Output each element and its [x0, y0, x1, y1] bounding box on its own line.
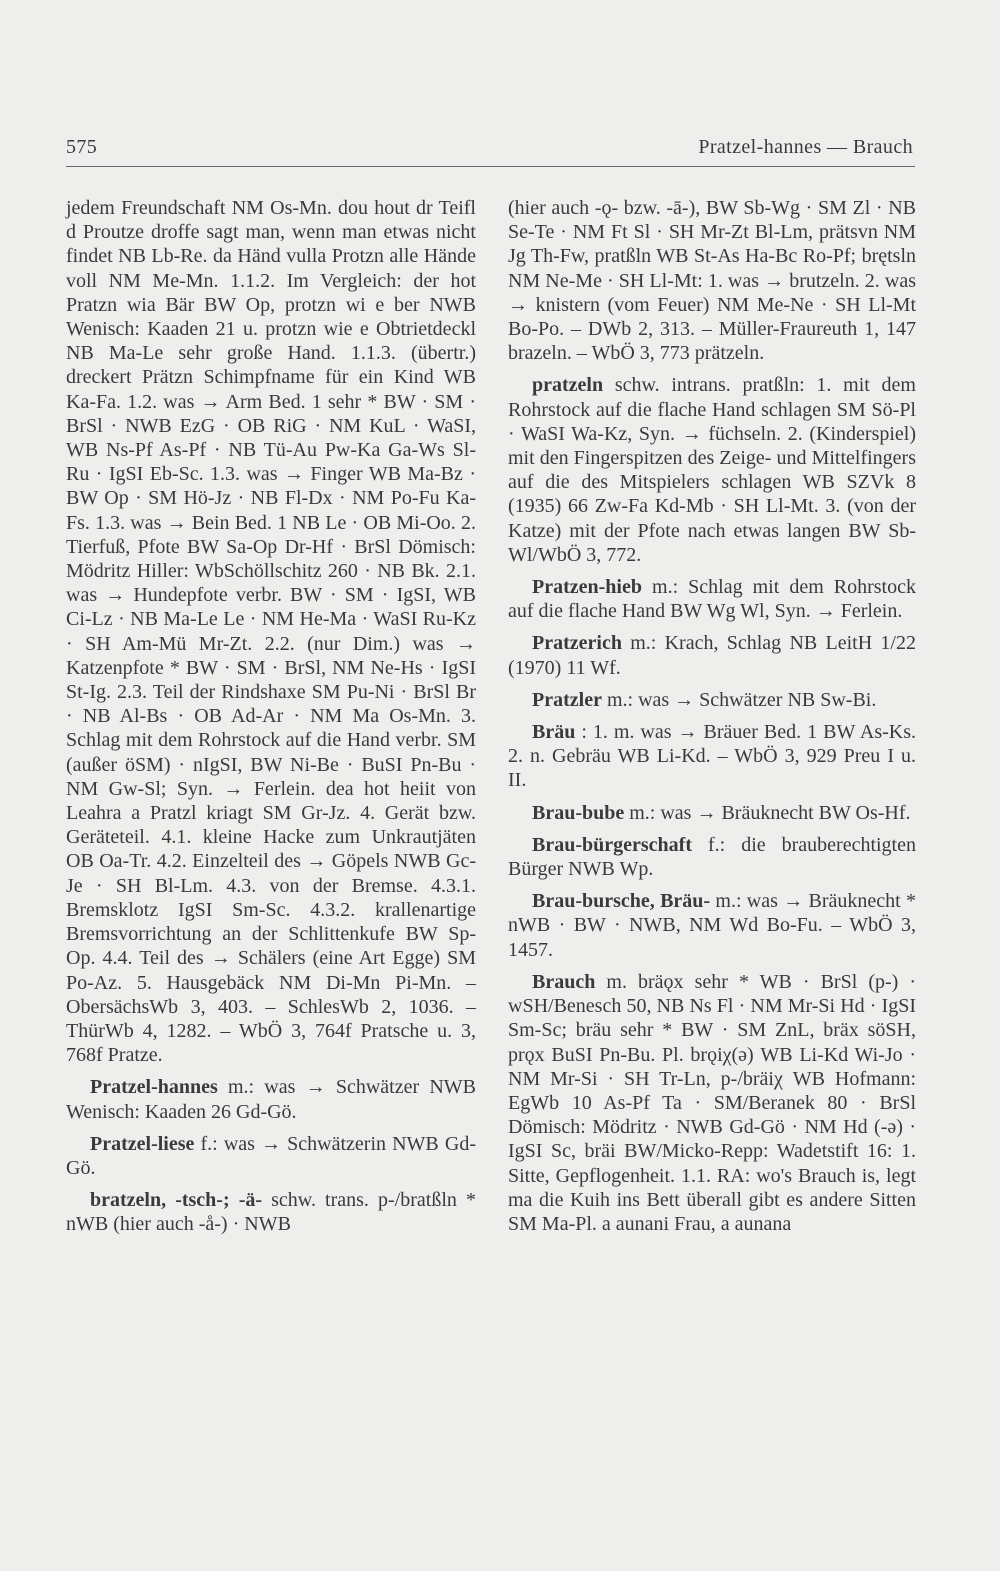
- entry-pratzel-liese: [66, 1132, 476, 1180]
- entry-text: m.: was → Schwätzer NWB Wenisch: Kaaden 26 Gd-Gö.: [66, 1076, 476, 1123]
- entry-bratzeln: [66, 1188, 476, 1236]
- entry-text: m.: was → Bräuknecht BW Os-Hf.: [624, 801, 911, 824]
- entry-lemma: Brau-bube: [532, 801, 625, 824]
- entry-lemma: Pratzler: [532, 688, 602, 711]
- entry-pratzerich: [508, 631, 916, 679]
- entry-lemma: Pratzel-liese: [90, 1132, 195, 1155]
- entry-lemma: Brauch: [532, 970, 596, 993]
- entry-text: schw. trans. p-/bratßln * nWB (hier auch -å-) · NWB: [66, 1189, 476, 1236]
- entry-lemma: Brau-bursche, Bräu-: [532, 890, 711, 913]
- entry-text: jedem Freundschaft NM Os-Mn. dou hout dr Teifl d Proutze droffe sagt man, wenn man etwas nicht findet NB Lb-Re. da Händ vulla Protzn alle Hände voll NM Me-Mn. 1.1.2. Im Vergleich: der hot Pratzn wia Bär BW Op, protzn wi e ber NWB Wenisch: Kaaden 21 u. protzn wie e Obtrietdeckl NB Ma-Le sehr große Hand. 1.1.3. (übertr.) dreckert Prätzn Schimpfname für ein Kind WB Ka-Fa. 1.2. was → Arm Bed. 1 sehr * BW · SM · BrSl · NWB EzG · OB RiG · NM KuL · WaSI, WB Ns-Pf As-Pf · NB Tü-Au Pw-Ka Ga-Ws Sl-Ru · IgSI Eb-Sc. 1.3. was → Finger WB Ma-Bz · BW Op · SM Hö-Jz · NB Fl-Dx · NM Po-Fu Ka-Fs. 1.3. was → Bein Bed. 1 NB Le · OB Mi-Oo. 2. Tierfuß, Pfote BW Sa-Op Dr-Hf · BrSl Dömisch: Mödritz Hiller: WbSchöllschitz 260 · NB Bk. 2.1. was → Hundepfote verbr. BW · SM · IgSI, WB Ci-Lz · NB Ma-Le Le · NM He-Ma · WaSI Ru-Kz · SH Am-Mü Mr-Zt. 2.2. (nur Dim.) was → Katzenpfote * BW · SM · BrSl, NM Ne-Hs · IgSI St-Ig. 2.3. Teil der Rindshaxe SM Pu-Ni · BrSl Br · NB Al-Bs · OB Ad-Ar · NM Ma Os-Mn. 3. Schlag mit dem Rohrstock auf die Hand verbr. SM (außer öSM) · nIgSI, BW Ni-Be · BuSI Pn-Bu · NM Gw-Sl; Syn. → Ferlein. dea hot heiit von Leahra a Pratzl kriagt SM Gr-Jz. 4. Gerät bzw. Geräteteil. 4.1. kleine Hacke zum Unkrautjäten OB Oa-Tr. 4.2. Einzelteil des → Göpels NWB Gc-Je · SH Bl-Lm. 4.3. von der Bremse. 4.3.1. Bremsklotz IgSI Sm-Sc. 4.3.2. krallenartige Bremsvorrichtung an der Schlittenkufe BW Sp-Op. 4.4. Teil des → Schälers (eine Art Egge) SM Po-Az. 5. Hausgebäck NM Di-Mn Pi-Mn. – ObersächsWb 3, 403. – SchlesWb 2, 1036. – ThürWb 4, 1282. – WbÖ 3, 764f Pratsche u. 3, 768f Pratze.: [66, 197, 476, 1067]
- right-column: [508, 196, 916, 1236]
- entry-pratzeln: [508, 373, 916, 567]
- entry-text: : 1. m. was → Bräuer Bed. 1 BW As-Ks. 2. n. Gebräu WB Li-Kd. – WbÖ 3, 929 Preu I u. II.: [508, 721, 916, 792]
- entry-text: schw. intrans. pratßln: 1. mit dem Rohrstock auf die flache Hand schlagen SM Sö-Pl · WaSI Wa-Kz, Syn. → füchseln. 2. (Kinderspiel) mit den Fingerspitzen des Zeige- und Mittelfingers auf die des Mitspielers schlagen WB SZVk 8 (1935) 66 Zw-Fa Kd-Mb · SH Ll-Mt. 3. (von der Katze) mit der Pfote nach etwas langen BW Sb-Wl/WbÖ 3, 772.: [508, 374, 916, 566]
- entry-text: m.: was → Schwätzer NB Sw-Bi.: [601, 688, 877, 711]
- entry-lemma: Brau-bürgerschaft: [532, 833, 692, 856]
- entry-lemma: Pratzerich: [532, 632, 622, 655]
- entry-lemma: Pratzel-hannes: [90, 1076, 218, 1099]
- entry-text: f.: was → Schwätzerin NWB Gd-Gö.: [66, 1132, 476, 1179]
- entry-continuation: [66, 196, 476, 1067]
- entry-text: f.: die brauberechtigten Bürger NWB Wp.: [508, 833, 916, 881]
- entry-text: m.: was → Bräuknecht * nWB · BW · NWB, NM Wd Bo-Fu. – WbÖ 3, 1457.: [508, 890, 916, 961]
- entry-text: m.: Krach, Schlag NB LeitH 1/22 (1970) 11 Wf.: [508, 632, 916, 679]
- page-number: 575: [66, 136, 98, 158]
- entry-braeu: [508, 720, 916, 793]
- entry-lemma: bratzeln, -tsch-; -ä-: [90, 1189, 263, 1212]
- entry-pratzler: [508, 688, 916, 712]
- running-title: Pratzel-hannes — Brauch: [698, 136, 913, 158]
- entry-lemma: Pratzen-hieb: [532, 576, 642, 599]
- entry-brauch: [508, 970, 916, 1236]
- entry-lemma: Bräu: [532, 721, 576, 744]
- left-column: [66, 196, 476, 1237]
- entry-lemma: pratzeln: [532, 374, 604, 397]
- entry-pratzel-hannes: [66, 1075, 476, 1123]
- entry-pratzen-hieb: [508, 575, 916, 623]
- entry-text: (hier auch -ǫ- bzw. -ā-), BW Sb-Wg · SM Zl · NB Se-Te · NM Ft Sl · SH Mr-Zt Bl-Lm, prätsvn NM Jg Th-Fw, pratßln WB St-As Ha-Bc Ro-Pf; brętsln NM Ne-Me · SH Ll-Mt: 1. was → brutzeln. 2. was → knistern (vom Feuer) NM Me-Ne · SH Ll-Mt Bo-Po. – DWb 2, 313. – Müller-Fraureuth 1, 147 brazeln. – WbÖ 3, 773 prätzeln.: [508, 197, 916, 365]
- entry-text: m.: Schlag mit dem Rohrstock auf die flache Hand BW Wg Wl, Syn. → Ferlein.: [508, 576, 916, 623]
- entry-continuation: [508, 196, 916, 365]
- entry-brau-bube: [508, 801, 916, 825]
- entry-brau-bursche: [508, 889, 916, 962]
- entry-text: m. bräǫx sehr * WB · BrSl (p-) · wSH/Benesch 50, NB Ns Fl · NM Mr-Si Hd · IgSI Sm-Sc; bräu sehr * BW · SM ZnL, bräx söSH, prǫx BuSI Pn-Bu. Pl. brǫiχ(ə) WB Li-Kd Wi-Jo · NM Mr-Si · SH Tr-Ln, p-/bräiχ WB Hofmann: EgWb 10 As-Pf Ta · SM/Beranek 80 · BrSl Dömisch: Mödritz · NWB Gd-Gö · NM Hd (-ə) · IgSI Sc, bräi BW/Micko-Repp: Wadetstift 16: 1. Sitte, Gepflogenheit. 1.1. RA: wo's Brauch is, legt ma die Kuih ins Bett überall gibt es andere Sitten SM Ma-Pl. a aunani Frau, a aunana: [508, 970, 916, 1235]
- entry-brau-buergerschaft: [508, 833, 916, 881]
- running-header: [66, 134, 915, 167]
